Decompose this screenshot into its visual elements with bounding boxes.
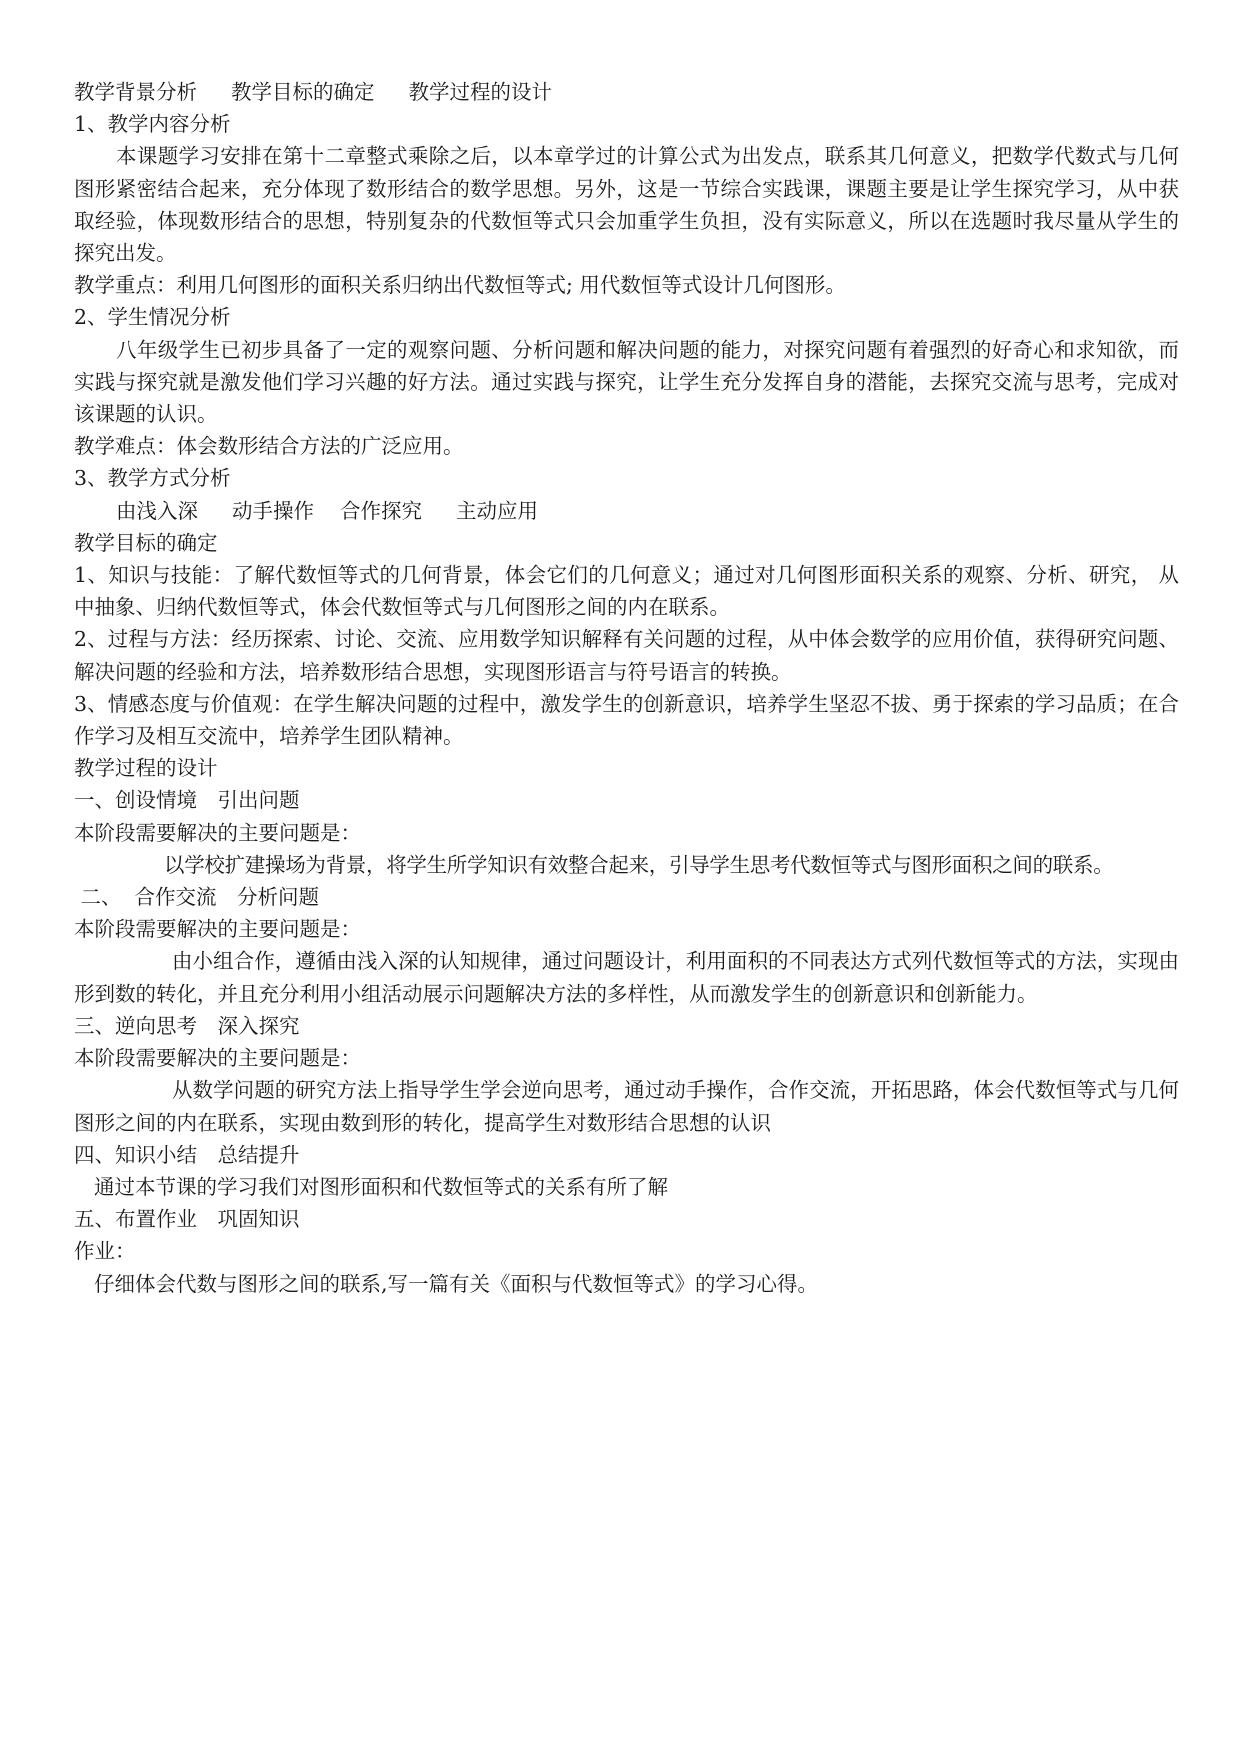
- method-item: 主动应用: [456, 498, 538, 523]
- stage2-title: 二、 合作交流 分析问题: [74, 885, 320, 910]
- goal-item-knowledge: 1、知识与技能：了解代数恒等式的几何背景，体会它们的几何意义；通过对几何图形面积关系的观察、分析、研究， 从中抽象、归纳代数恒等式，体会代数恒等式与几何图形之间的内在联系。: [74, 563, 1179, 620]
- document-page: [74, 76, 1179, 1300]
- student-analysis-paragraph: 八年级学生已初步具备了一定的观察问题、分析问题和解决问题的能力，对探究问题有着强烈的好奇心和求知欲，而实践与探究就是激发他们学习兴趣的好方法。通过实践与探究，让学生充分发挥自身的潜能，去探究交流与思考，完成对该课题的认识。: [74, 337, 1179, 427]
- stage1-intro: 本阶段需要解决的主要问题是：: [74, 820, 361, 845]
- homework-text: 仔细体会代数与图形之间的联系,写一篇有关《面积与代数恒等式》的学习心得。: [94, 1271, 819, 1296]
- header-process-design: 教学过程的设计: [408, 80, 552, 104]
- homework-label: 作业：: [74, 1239, 136, 1264]
- stage4-text: 通过本节课的学习我们对图形面积和代数恒等式的关系有所了解: [94, 1174, 668, 1199]
- section-title-content-analysis: 1、教学内容分析: [74, 112, 231, 137]
- header-goal-definition: 教学目标的确定: [231, 80, 375, 104]
- goals-title: 教学目标的确定: [74, 530, 218, 555]
- method-item: 由浅入深: [116, 498, 198, 523]
- difficulty-text: 教学难点：体会数形结合方法的广泛应用。: [74, 434, 464, 459]
- stage1-title: 一、创设情境 引出问题: [74, 788, 300, 813]
- method-item: 合作探究: [340, 498, 422, 523]
- process-title: 教学过程的设计: [74, 756, 218, 781]
- stage2-intro: 本阶段需要解决的主要问题是：: [74, 917, 361, 942]
- method-item: 动手操作: [232, 498, 314, 523]
- stage4-title: 四、知识小结 总结提升: [74, 1142, 300, 1167]
- teaching-methods-list: [74, 495, 1179, 527]
- document-header: [74, 76, 1179, 108]
- section-title-teaching-method: 3、教学方式分析: [74, 466, 231, 491]
- key-point-text: 教学重点：利用几何图形的面积关系归纳出代数恒等式; 用代数恒等式设计几何图形。: [74, 273, 846, 298]
- goal-item-process: 2、过程与方法：经历探索、讨论、交流、应用数学知识解释有关问题的过程，从中体会数学的应用价值，获得研究问题、解决问题的经验和方法，培养数形结合思想，实现图形语言与符号语言的转换。: [74, 627, 1179, 684]
- stage1-text: 以学校扩建操场为背景，将学生所学知识有效整合起来，引导学生思考代数恒等式与图形面积之间的联系。: [164, 852, 1114, 877]
- goal-item-attitude: 3、情感态度与价值观：在学生解决问题的过程中，激发学生的创新意识，培养学生坚忍不拔、勇于探索的学习品质；在合作学习及相互交流中，培养学生团队精神。: [74, 691, 1179, 749]
- header-background-analysis: 教学背景分析: [74, 80, 197, 104]
- stage3-intro: 本阶段需要解决的主要问题是：: [74, 1046, 361, 1071]
- content-analysis-paragraph: 本课题学习安排在第十二章整式乘除之后，以本章学过的计算公式为出发点，联系其几何意义，把数学代数式与几何图形紧密结合起来，充分体现了数形结合的数学思想。另外，这是一节综合实践课，课题主要是让学生探究学习，从中获取经验，体现数形结合的思想，特别复杂的代数恒等式只会加重学生负担，没有实际意义，所以在选题时我尽量从学生的探究出发。: [74, 144, 1179, 266]
- stage3-title: 三、逆向思考 深入探究: [74, 1013, 300, 1038]
- section-title-student-analysis: 2、学生情况分析: [74, 305, 231, 330]
- stage3-text: 从数学问题的研究方法上指导学生学会逆向思考，通过动手操作，合作交流，开拓思路，体会代数恒等式与几何图形之间的内在联系，实现由数到形的转化，提高学生对数形结合思想的认识: [74, 1078, 1179, 1135]
- stage2-text: 由小组合作，遵循由浅入深的认知规律，通过问题设计，利用面积的不同表达方式列代数恒等式的方法，实现由形到数的转化，并且充分利用小组活动展示问题解决方法的多样性，从而激发学生的创新意识和创新能力。: [74, 949, 1179, 1006]
- stage5-title: 五、布置作业 巩固知识: [74, 1207, 300, 1232]
